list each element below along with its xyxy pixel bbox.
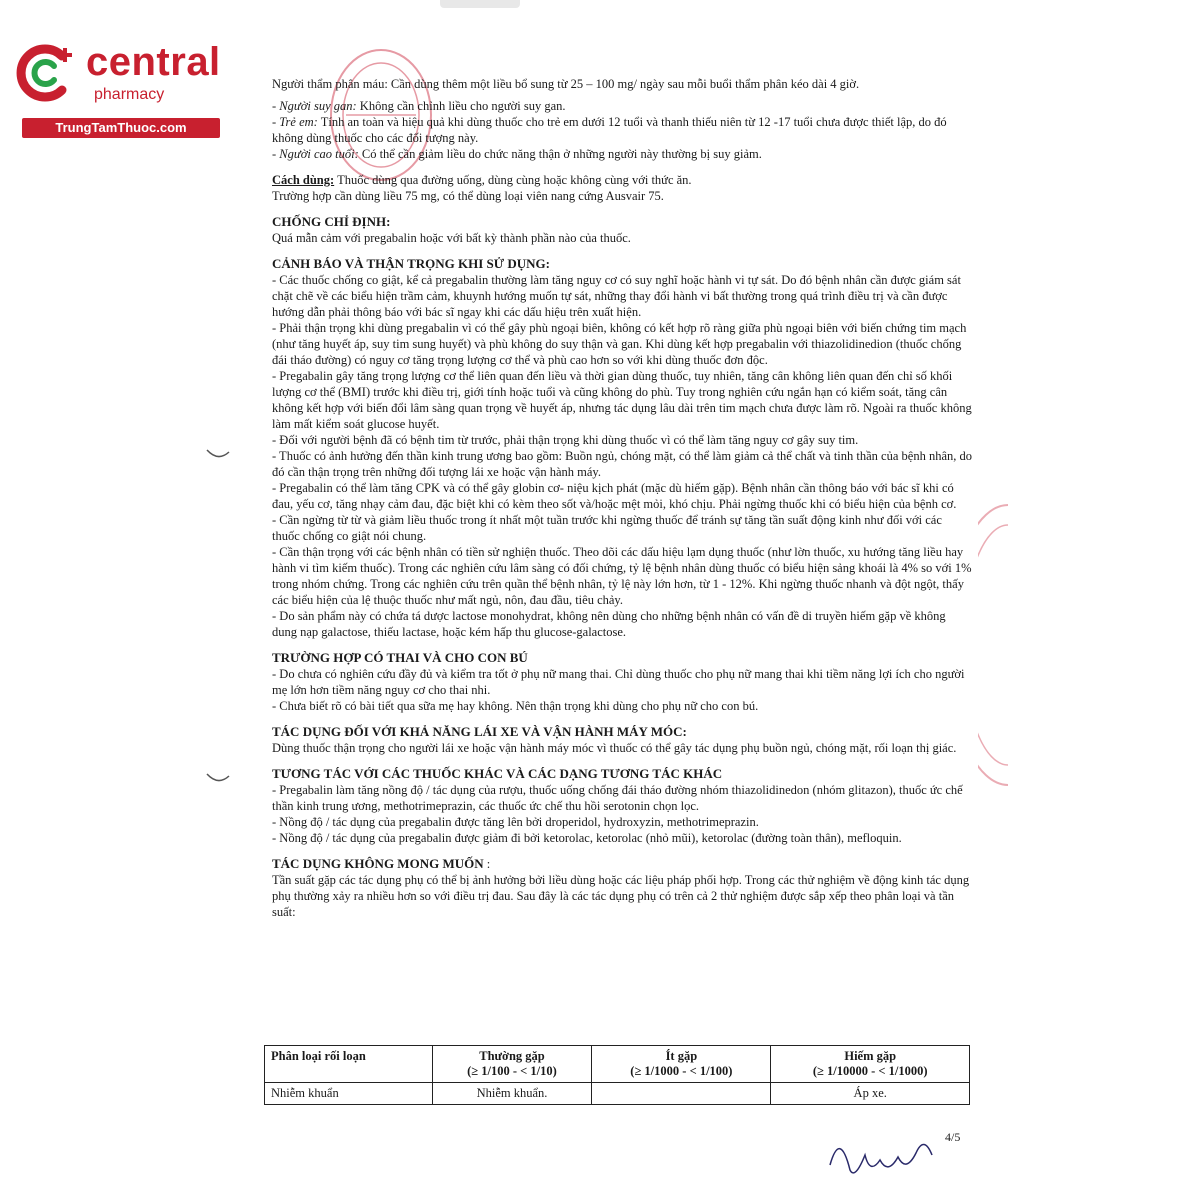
- brand-name: central: [86, 40, 221, 84]
- central-pharmacy-logo: [10, 38, 220, 138]
- interaction-item: - Nồng độ / tác dụng của pregabalin được tăng lên bởi droperidol, hydroxyzin, methotrimeprazin.: [272, 815, 759, 829]
- elderly-text: Có thể cần giảm liều do chức năng thận ở những người này thường bị suy giảm.: [358, 147, 762, 161]
- table-cell: Nhiễm khuẩn.: [432, 1083, 592, 1105]
- interaction-item: - Pregabalin làm tăng nồng độ / tác dụng của rượu, thuốc uống chống đái tháo đường nhóm thiazolidinedon (nhóm glitazon), thuốc ức chế thần kinh trung ương, methotrimeprazin, các thuốc ức chế thu hồi serotonin chọn lọc.: [272, 783, 963, 813]
- driving-text: Dùng thuốc thận trọng cho người lái xe hoặc vận hành máy móc vì thuốc có thể gây tác dụng phụ buồn ngủ, chóng mặt, rối loạn thị giác.: [272, 741, 957, 755]
- table-header-cell: Hiếm gặp (≥ 1/10000 - < 1/1000): [771, 1046, 970, 1083]
- warnings-heading: CẢNH BÁO VÀ THẬN TRỌNG KHI SỬ DỤNG:: [272, 256, 550, 271]
- contraindication-text: Quá mẫn cảm với pregabalin hoặc với bất kỳ thành phần nào của thuốc.: [272, 231, 631, 245]
- warning-item: - Phải thận trọng khi dùng pregabalin vì có thể gây phù ngoại biên, không có kết hợp rõ ràng giữa phù ngoại biên với biến chứng tim mạch (như tăng huyết áp, suy tim sung huyết) và phù không do suy thận và gan. Khi dùng kết hợp pregabalin với thiazolidinedion (thuốc chống đái tháo đường) có nguy cơ tăng trọng lượng cơ thể và phù cao hơn so với khi dùng thuốc đơn độc.: [272, 321, 967, 367]
- warning-item: - Cần thận trọng với các bệnh nhân có tiền sử nghiện thuốc. Theo dõi các dấu hiệu lạm dụng thuốc (như lờn thuốc, xu hướng tăng liều hay hành vi tìm kiếm thuốc). Trong các nghiên cứu lâm sàng có đối chứng, tỷ lệ bệnh nhân dùng thuốc có biểu hiện sảng khoái là 4% so với 1% trong nhóm chứng. Trong các nghiên cứu trên quần thể bệnh nhân, tỷ lệ này lớn hơn, từ 1 - 12%. Khi ngừng thuốc nhanh và đột ngột, thấy các biểu hiện của lệ thuộc thuốc như mất ngủ, nôn, đau đầu, tiêu chảy.: [272, 545, 972, 607]
- table-header-cell: Ít gặp (≥ 1/1000 - < 1/100): [592, 1046, 771, 1083]
- handwritten-signature: [820, 1125, 940, 1185]
- interactions-heading: TƯƠNG TÁC VỚI CÁC THUỐC KHÁC VÀ CÁC DẠNG TƯƠNG TÁC KHÁC: [272, 766, 723, 781]
- warning-item: - Đối với người bệnh đã có bệnh tim từ trước, phải thận trọng khi dùng thuốc vì có thể làm tăng nguy cơ gây suy tim.: [272, 433, 859, 447]
- company-stamp-right: [978, 500, 1008, 790]
- table-header-cell: Phân loại rối loạn: [265, 1046, 433, 1083]
- page-top-mark: [440, 0, 520, 8]
- interaction-item: - Nồng độ / tác dụng của pregabalin được giảm đi bởi ketorolac, ketorolac (nhỏ mũi), ketorolac (đường toàn thân), mefloquin.: [272, 831, 902, 845]
- document-body: [272, 76, 972, 920]
- pregnancy-item: - Do chưa có nghiên cứu đầy đủ và kiểm tra tốt ở phụ nữ mang thai. Chỉ dùng thuốc cho phụ nữ mang thai khi tiềm năng lợi ích cho người mẹ lớn hơn tiềm năng nguy cơ cho thai nhi.: [272, 667, 965, 697]
- contraindication-heading: CHỐNG CHỈ ĐỊNH:: [272, 214, 391, 229]
- logo-c-icon: [10, 38, 80, 108]
- liver-paragraph: [272, 98, 972, 114]
- brand-url: TrungTamThuoc.com: [22, 118, 220, 138]
- adverse-effects-table: [264, 1045, 970, 1105]
- warning-item: - Pregabalin gây tăng trọng lượng cơ thể liên quan đến liều và thời gian dùng thuốc, tuy nhiên, tăng cân không liên quan đến chỉ số khối lượng cơ thể (BMI) trước khi điều trị, giới tính hoặc tuổi và cũng không do phù. Tuy trong nghiên cứu ngắn hạn có kiểm soát, tăng cân không kết hợp với biến đổi lâm sàng quan trọng về huyết áp, nhưng tác dụng lâu dài trên tim mạch chưa được làm rõ. Ngoài ra thuốc không làm mất kiểm soát glucose huyết.: [272, 369, 972, 431]
- adverse-effects-text: Tần suất gặp các tác dụng phụ có thể bị ảnh hưởng bởi liều dùng hoặc các liệu pháp phối hợp. Trong các thử nghiệm về động kinh tác dụng phụ thường xảy ra nhiều hơn so với điều trị đau. Sau đây là các tác dụng phụ có trên cả 2 thử nghiệm được sắp xếp theo phân loại và tần suất:: [272, 873, 970, 919]
- table-header-cell: Thường gặp (≥ 1/100 - < 1/10): [432, 1046, 592, 1083]
- table-header-row: [265, 1046, 970, 1083]
- usage-label: Cách dùng:: [272, 173, 335, 187]
- warning-item: - Cần ngừng từ từ và giảm liều thuốc trong ít nhất một tuần trước khi ngừng thuốc để tránh sự tăng tần suất động kinh như đối với các thuốc chống co giật nói chung.: [272, 513, 942, 543]
- warning-item: - Thuốc có ảnh hưởng đến thần kinh trung ương bao gồm: Buồn ngủ, chóng mặt, có thể làm giảm cả thể chất và tinh thần của bệnh nhân, do đó cần thận trọng trên những đối tượng lái xe hoặc vận hành máy.: [272, 449, 972, 479]
- adverse-effects-heading-suffix: :: [483, 857, 491, 871]
- child-text: Tính an toàn và hiệu quả khi dùng thuốc cho trẻ em dưới 12 tuổi và thanh thiếu niên từ 12 -17 tuổi chưa được thiết lập, do đó không dùng thuốc cho các đối tượng này.: [272, 115, 947, 145]
- binder-hole-mark: [205, 772, 231, 786]
- usage-paragraph: [272, 172, 972, 188]
- adverse-effects-heading: TÁC DỤNG KHÔNG MONG MUỐN: [272, 856, 484, 871]
- elderly-label: - Người cao tuổi:: [272, 147, 359, 161]
- child-label: - Trẻ em:: [272, 115, 318, 129]
- adverse-effects-heading-line: [272, 856, 972, 872]
- warning-item: - Các thuốc chống co giật, kể cả pregabalin thường làm tăng nguy cơ có suy nghĩ hoặc hành vi tự sát. Do đó bệnh nhân cần được giám sát chặt chẽ về các biểu hiện trầm cảm, khuynh hướng muốn tự sát, những thay đổi hành vi bất thường trong quá trình điều trị và cần được hướng dẫn phải thông báo với bác sĩ ngay khi các dấu hiệu trên xuất hiện.: [272, 273, 961, 319]
- driving-heading: TÁC DỤNG ĐỐI VỚI KHẢ NĂNG LÁI XE VÀ VẬN HÀNH MÁY MÓC:: [272, 724, 687, 739]
- usage-paragraph-2: Trường hợp cần dùng liều 75 mg, có thể dùng loại viên nang cứng Ausvair 75.: [272, 189, 664, 203]
- elderly-paragraph: [272, 146, 972, 162]
- table-cell: Nhiễm khuẩn: [265, 1083, 433, 1105]
- child-paragraph: [272, 114, 972, 146]
- warning-item: - Do sản phẩm này có chứa tá dược lactose monohydrat, không nên dùng cho những bệnh nhân có vấn đề di truyền hiếm gặp về không dung nạp galactose, thiếu lactase, hoặc kém hấp thu glucose-galactose.: [272, 609, 946, 639]
- page-number: 4/5: [945, 1130, 961, 1144]
- table-cell: [592, 1083, 771, 1105]
- brand-subtitle: pharmacy: [94, 86, 165, 103]
- table-cell: Áp xe.: [771, 1083, 970, 1105]
- liver-text: Không cần chỉnh liều cho người suy gan.: [356, 99, 566, 113]
- binder-hole-mark: [205, 448, 231, 462]
- warning-item: - Pregabalin có thể làm tăng CPK và có thể gây globin cơ- niệu kịch phát (mặc dù hiếm gặp). Bệnh nhân cần thông báo với bác sĩ khi có đau, yếu cơ, tăng nhạy cảm đau, đặc biệt khi có kèm theo sốt và/hoặc mệt mỏi, khó chịu. Phải ngừng thuốc khi có biểu hiện của bệnh cơ.: [272, 481, 957, 511]
- liver-label: - Người suy gan:: [272, 99, 357, 113]
- pregnancy-item: - Chưa biết rõ có bài tiết qua sữa mẹ hay không. Nên thận trọng khi dùng cho phụ nữ cho con bú.: [272, 699, 759, 713]
- pregnancy-heading: TRƯỜNG HỢP CÓ THAI VÀ CHO CON BÚ: [272, 650, 528, 665]
- dialysis-dose: Người thẩm phân máu: Cần dùng thêm một liều bổ sung từ 25 – 100 mg/ ngày sau mỗi buổi thẩm phân kéo dài 4 giờ.: [272, 77, 860, 91]
- table-row: [265, 1083, 970, 1105]
- usage-text: Thuốc dùng qua đường uống, dùng cùng hoặc không cùng với thức ăn.: [334, 173, 692, 187]
